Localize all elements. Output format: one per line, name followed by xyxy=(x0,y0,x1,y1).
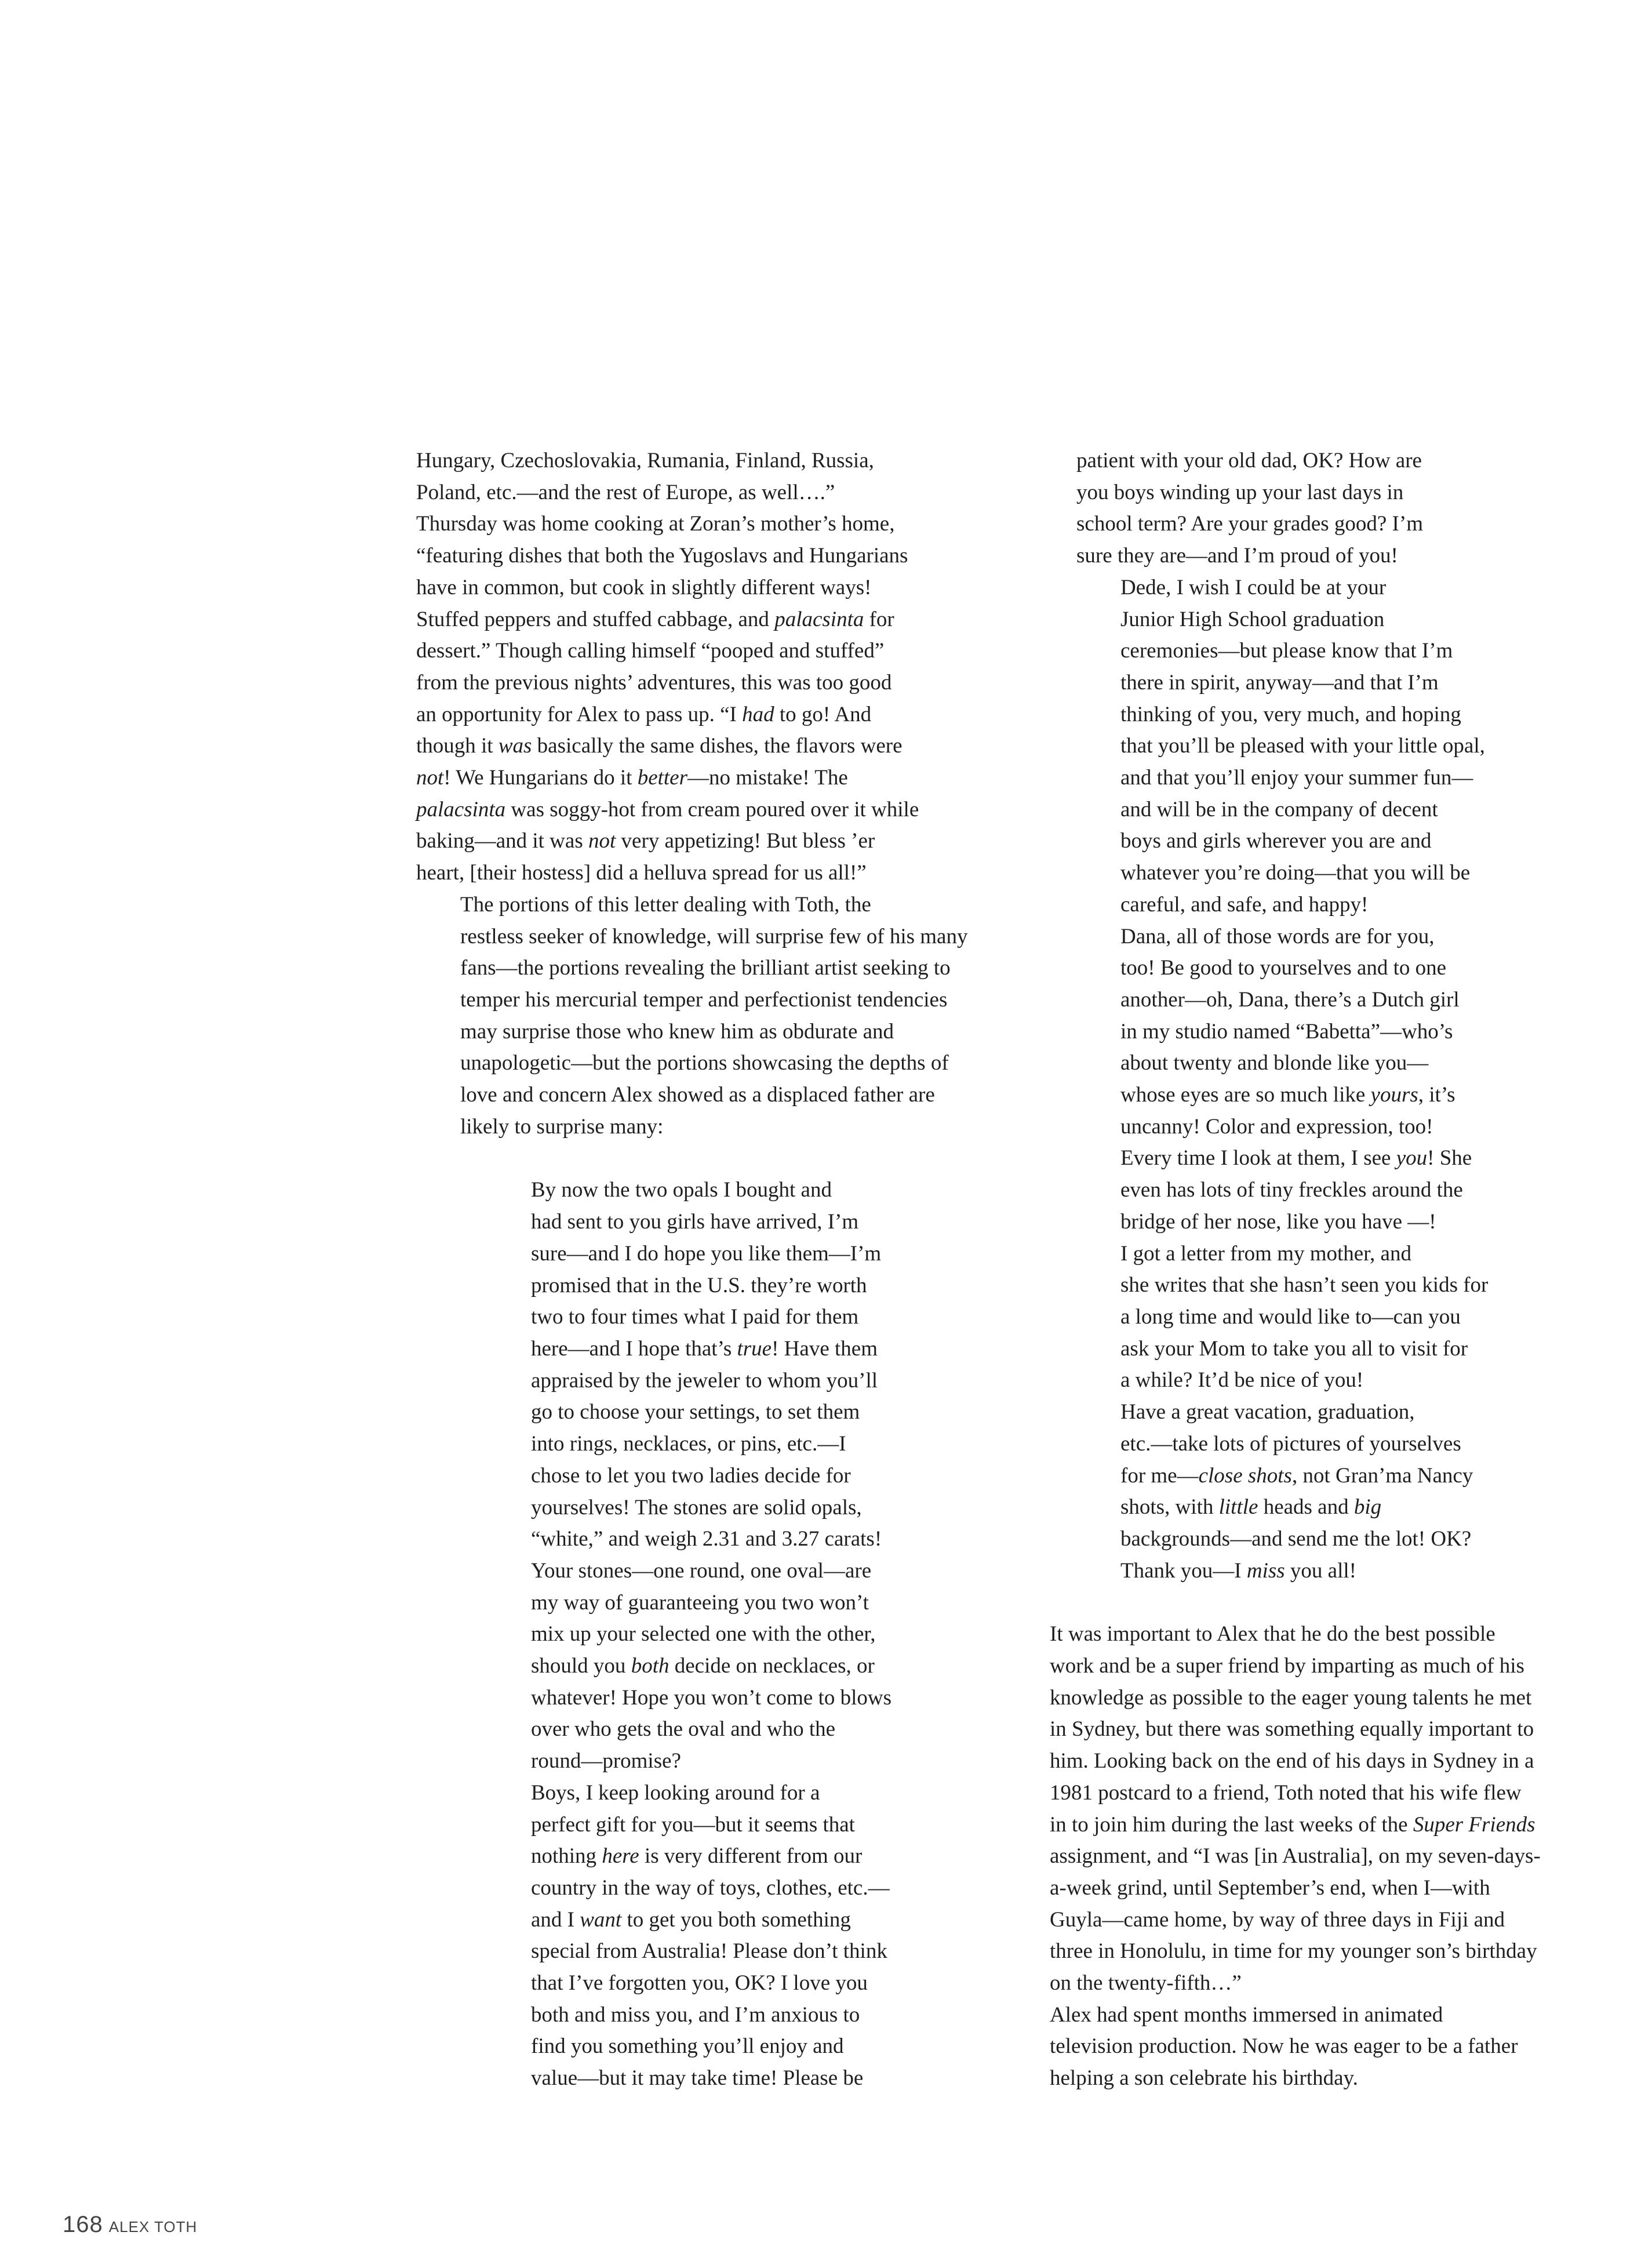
text-line: whose eyes are so much like yours, it’s xyxy=(1120,1083,1455,1107)
quote-paragraph xyxy=(1076,445,1482,572)
text-line: sure they are—and I’m proud of you! xyxy=(1076,544,1398,568)
text-line: knowledge as possible to the eager young talents he met xyxy=(1050,1685,1532,1710)
text-line: my way of guaranteeing you two won’t xyxy=(531,1590,869,1615)
text-line: careful, and safe, and happy! xyxy=(1120,892,1369,917)
text-line: special from Australia! Please don’t think xyxy=(531,1939,887,1964)
text-line: go to choose your settings, to set them xyxy=(531,1400,860,1424)
text-line: whatever! Hope you won’t come to blows xyxy=(531,1685,892,1710)
text-line: It was important to Alex that he do the best possible xyxy=(1050,1622,1495,1646)
page-number: 168 xyxy=(63,2212,103,2237)
text-line: in Sydney, but there was something equally important to xyxy=(1050,1717,1534,1742)
text-line: not! We Hungarians do it better—no mistake! The xyxy=(416,766,848,790)
text-line: about twenty and blonde like you— xyxy=(1120,1051,1429,1075)
text-line: that I’ve forgotten you, OK? I love you xyxy=(531,1971,868,1995)
text-line: Your stones—one round, one oval—are xyxy=(531,1558,872,1583)
text-line: that you’ll be pleased with your little opal, xyxy=(1120,734,1485,758)
text-line: three in Honolulu, in time for my younger son’s birthday xyxy=(1050,1939,1537,1964)
text-line: in my studio named “Babetta”—who’s xyxy=(1120,1019,1453,1044)
text-line: whatever you’re doing—that you will be xyxy=(1120,861,1471,885)
body-paragraph xyxy=(1006,1619,1542,1999)
text-line: you boys winding up your last days in xyxy=(1076,480,1404,504)
text-line: and will be in the company of decent xyxy=(1120,797,1438,821)
text-line: Alex had spent months immersed in animated xyxy=(1050,2002,1443,2027)
quote-paragraph xyxy=(487,1777,890,2095)
quote-paragraph xyxy=(1076,1238,1489,1397)
text-line: find you something you’ll enjoy and xyxy=(531,2034,844,2059)
text-line: in to join him during the last weeks of the Super Friends xyxy=(1050,1812,1535,1837)
text-line: perfect gift for you—but it seems that xyxy=(531,1812,855,1837)
text-line: and I want to get you both something xyxy=(531,1907,851,1932)
text-line: round—promise? xyxy=(531,1749,681,1773)
text-line: a while? It’d be nice of you! xyxy=(1120,1368,1364,1393)
text-line: into rings, necklaces, or pins, etc.—I xyxy=(531,1432,846,1456)
text-line: should you both decide on necklaces, or xyxy=(531,1654,875,1678)
text-line: Thank you—I miss you all! xyxy=(1120,1558,1356,1583)
text-line: restless seeker of knowledge, will surprise few of his many xyxy=(460,924,968,948)
text-line: 1981 postcard to a friend, Toth noted that his wife flew xyxy=(1050,1780,1522,1805)
quote-paragraph xyxy=(487,1175,892,1777)
text-line: dessert.” Though calling himself “pooped and stuffed” xyxy=(416,639,885,663)
text-line: him. Looking back on the end of his days in Sydney in a xyxy=(1050,1749,1534,1773)
text-line: thinking of you, very much, and hoping xyxy=(1120,702,1461,726)
text-line: over who gets the oval and who the xyxy=(531,1717,836,1742)
text-line: television production. Now he was eager to be a father xyxy=(1050,2034,1518,2059)
left-column xyxy=(416,445,968,2095)
text-line: Dana, all of those words are for you, xyxy=(1120,924,1435,948)
quote-paragraph xyxy=(1076,1397,1482,1555)
quote-paragraph xyxy=(1076,572,1485,921)
text-line: Poland, etc.—and the rest of Europe, as well….” xyxy=(416,480,835,504)
text-line: Guyla—came home, by way of three days in Fiji and xyxy=(1050,1907,1505,1932)
text-line: Stuffed peppers and stuffed cabbage, and palacsinta for xyxy=(416,607,894,631)
text-line: likely to surprise many: xyxy=(460,1114,664,1139)
text-line: uncanny! Color and expression, too! xyxy=(1120,1114,1433,1139)
running-head: ALEX TOTH xyxy=(108,2218,198,2235)
text-line: sure—and I do hope you like them—I’m xyxy=(531,1241,882,1266)
text-line: Junior High School graduation xyxy=(1120,607,1385,631)
text-line: country in the way of toys, clothes, etc.— xyxy=(531,1875,890,1900)
text-line: value—but it may take time! Please be xyxy=(531,2066,864,2091)
text-line: promised that in the U.S. they’re worth xyxy=(531,1273,867,1297)
text-line: By now the two opals I bought and xyxy=(531,1178,832,1202)
text-line: a-week grind, until September’s end, when I—with xyxy=(1050,1875,1490,1900)
text-line: assignment, and “I was [in Australia], on my seven-days- xyxy=(1050,1844,1541,1869)
letter-blockquote-continued xyxy=(1076,445,1489,1587)
text-line: unapologetic—but the portions showcasing the depths of xyxy=(460,1051,949,1075)
text-line: school term? Are your grades good? I’m xyxy=(1076,512,1423,536)
text-line: fans—the portions revealing the brilliant artist seeking to xyxy=(460,956,951,980)
text-line: Thursday was home cooking at Zoran’s mother’s home, xyxy=(416,512,895,536)
body-paragraph xyxy=(416,889,968,1143)
text-line: “featuring dishes that both the Yugoslavs and Hungarians xyxy=(416,544,908,568)
text-line: heart, [their hostess] did a helluva spread for us all!” xyxy=(416,861,867,885)
text-line: have in common, but cook in slightly different ways! xyxy=(416,575,872,599)
text-line: “white,” and weigh 2.31 and 3.27 carats! xyxy=(531,1527,882,1551)
text-line: another—oh, Dana, there’s a Dutch girl xyxy=(1120,987,1460,1012)
text-line: Dede, I wish I could be at your xyxy=(1120,575,1387,599)
text-line: even has lots of tiny freckles around the xyxy=(1120,1178,1463,1202)
quote-paragraph xyxy=(1076,921,1482,1238)
text-line: I got a letter from my mother, and xyxy=(1120,1241,1411,1266)
folio xyxy=(63,2212,197,2238)
text-line: ask your Mom to take you all to visit for xyxy=(1120,1336,1468,1361)
letter-blockquote xyxy=(487,1175,892,2094)
text-line: both and miss you, and I’m anxious to xyxy=(531,2002,860,2027)
body-paragraph xyxy=(1006,2000,1542,2095)
body-paragraph xyxy=(416,445,949,889)
text-line: Every time I look at them, I see you! She xyxy=(1120,1146,1472,1171)
text-line: Have a great vacation, graduation, xyxy=(1120,1400,1415,1424)
text-line: mix up your selected one with the other, xyxy=(531,1622,876,1646)
text-line: Hungary, Czechoslovakia, Rumania, Finland, Russia, xyxy=(416,449,874,472)
narrative-text xyxy=(1006,1619,1542,2095)
text-line: had sent to you girls have arrived, I’m xyxy=(531,1210,859,1234)
text-line: here—and I hope that’s true! Have them xyxy=(531,1336,878,1361)
text-line: helping a son celebrate his birthday. xyxy=(1050,2066,1358,2091)
text-line: work and be a super friend by imparting as much of his xyxy=(1050,1654,1524,1678)
text-line: etc.—take lots of pictures of yourselves xyxy=(1120,1431,1461,1456)
text-line: backgrounds—and send me the lot! OK? xyxy=(1120,1526,1472,1551)
text-line: patient with your old dad, OK? How are xyxy=(1076,449,1422,472)
text-line: baking—and it was not very appetizing! But bless ’er xyxy=(416,829,875,853)
text-line: chose to let you two ladies decide for xyxy=(531,1463,851,1488)
text-line: two to four times what I paid for them xyxy=(531,1305,859,1329)
text-line: bridge of her nose, like you have —! xyxy=(1120,1209,1436,1234)
text-line: The portions of this letter dealing with Toth, the xyxy=(460,892,871,917)
text-line: appraised by the jeweler to whom you’ll xyxy=(531,1368,878,1393)
text-line: an opportunity for Alex to pass up. “I had to go! And xyxy=(416,702,872,726)
text-line: for me—close shots, not Gran’ma Nancy xyxy=(1120,1463,1473,1488)
right-column xyxy=(1006,445,1542,2095)
text-line: on the twenty-fifth…” xyxy=(1050,1971,1242,1995)
text-line: may surprise those who knew him as obdurate and xyxy=(460,1019,894,1044)
text-line: too! Be good to yourselves and to one xyxy=(1120,956,1447,980)
text-line: a long time and would like to—can you xyxy=(1120,1304,1461,1329)
text-line: from the previous nights’ adventures, this was too good xyxy=(416,670,892,695)
text-line: ceremonies—but please know that I’m xyxy=(1120,639,1453,663)
text-line: nothing here is very different from our xyxy=(531,1844,863,1869)
text-line: yourselves! The stones are solid opals, xyxy=(531,1495,862,1520)
text-line: Boys, I keep looking around for a xyxy=(531,1780,820,1805)
text-line: boys and girls wherever you are and xyxy=(1120,829,1432,853)
text-line: though it was basically the same dishes, the flavors were xyxy=(416,734,903,758)
text-line: love and concern Alex showed as a displaced father are xyxy=(460,1083,935,1107)
text-line: temper his mercurial temper and perfectionist tendencies xyxy=(460,987,948,1012)
quote-paragraph xyxy=(1076,1555,1482,1587)
text-line: shots, with little heads and big xyxy=(1120,1495,1382,1520)
text-line: there in spirit, anyway—and that I’m xyxy=(1120,670,1439,695)
text-line: and that you’ll enjoy your summer fun— xyxy=(1120,766,1473,790)
text-line: she writes that she hasn’t seen you kids for xyxy=(1120,1273,1489,1297)
text-line: palacsinta was soggy-hot from cream poured over it while xyxy=(416,797,919,821)
